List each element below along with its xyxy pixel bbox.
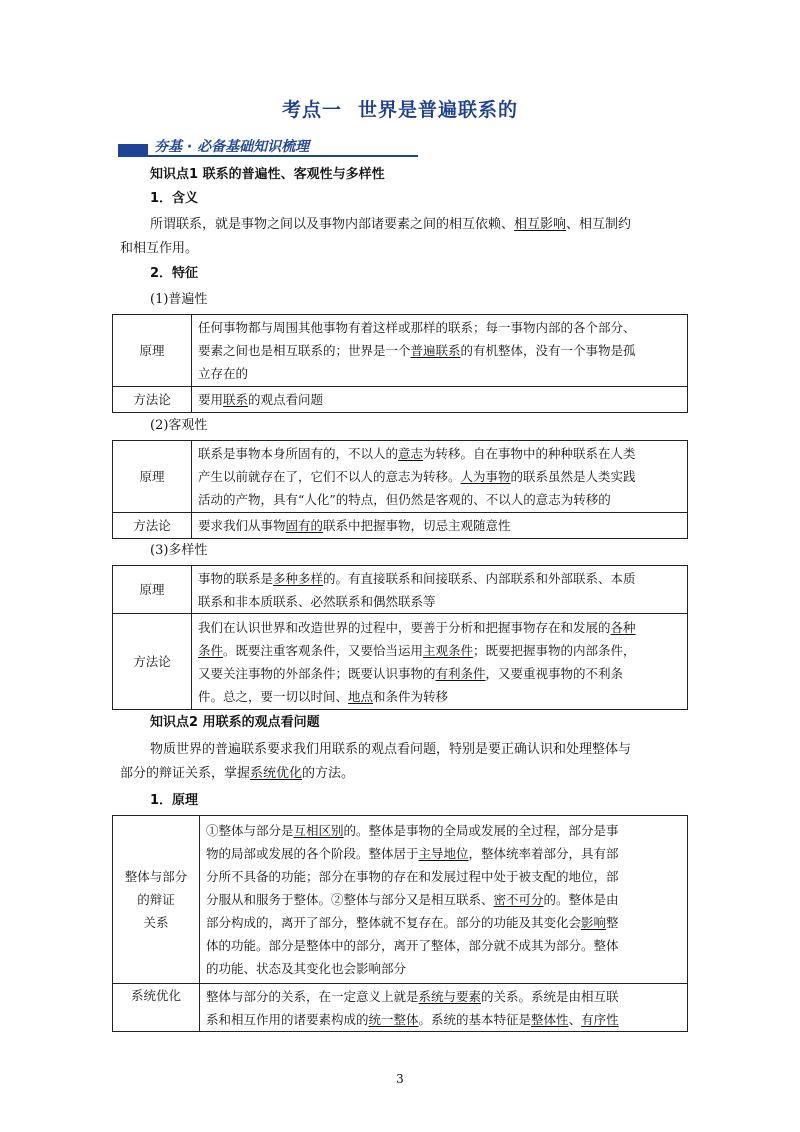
principle-value (192, 441, 688, 513)
underlined-term: 有序性 (581, 1011, 619, 1027)
text: 分所不具备的功能；部分在事物的存在和发展过程中处于被支配的地位，部 (206, 869, 619, 884)
text: 系和相互作用的诸要素构成的 (206, 1011, 369, 1027)
text: 、 (568, 1011, 582, 1027)
principle-table (112, 815, 688, 1032)
kp2-principle-heading: 1．原理 (150, 793, 199, 808)
table-row (113, 315, 688, 387)
underlined-term: 主导地位 (418, 846, 469, 861)
text-line (198, 442, 681, 465)
text: 的关系。系统是由相互联 (481, 988, 619, 1004)
whole-part-value (200, 816, 688, 984)
underlined-term: 系统与要素 (418, 988, 482, 1004)
principle-key: 原理 (113, 315, 192, 387)
text: 的辩证 (137, 892, 175, 907)
features-heading: 2．特征 (150, 266, 199, 281)
method-value (192, 513, 688, 539)
principle-value (192, 566, 688, 614)
banner-underline (118, 155, 418, 157)
underlined-term: 系统优化 (250, 766, 303, 781)
text: 要素之间也是相互联系的；世界是一个 (198, 343, 411, 358)
table-row (113, 441, 688, 513)
underlined-term: 整体性 (531, 1011, 569, 1027)
text: ①整体与部分是 (206, 823, 294, 838)
system-value (200, 984, 688, 1032)
text: 部分的辩证关系，掌握 (120, 766, 251, 781)
text: 的观点看问题 (248, 392, 324, 407)
diverse-table (112, 565, 688, 710)
text: 的。有直接联系和间接联系、内部联系和外部联系、本质 (323, 570, 636, 586)
underlined-term: 多种多样 (273, 570, 324, 586)
text: 物的局部或发展的各个阶段。整体居于 (206, 846, 419, 861)
text: 。既要注重客观条件，又要恰当运用 (223, 642, 424, 658)
table-row (113, 566, 688, 614)
banner-text: 夯基 · 必备基础知识梳理 (154, 139, 310, 155)
meaning-text-line2: 和相互作用。 (120, 241, 199, 256)
text: 整体与部分的关系，在一定意义上就是 (206, 988, 419, 1004)
text-line (198, 639, 681, 662)
method-value (192, 614, 688, 710)
text: 要求我们从事物 (198, 518, 286, 533)
text: 联系和非本质联系、必然联系和偶然联系等 (198, 593, 436, 609)
text: 产生以前就存在了，它们不以人的意志为转移。 (198, 469, 461, 484)
underlined-term: 固有的 (285, 518, 324, 533)
text: 的功能、状态及其变化也会影响部分 (206, 961, 407, 976)
banner-bar (118, 144, 148, 155)
text: ，整体统率着部分，具有部 (468, 846, 619, 861)
text-line (198, 567, 681, 590)
principle-key: 原理 (113, 566, 192, 614)
text: 分服从和服务于整体。②整体与部分又是相互联系、 (206, 892, 494, 907)
meaning-text-line1 (150, 213, 631, 237)
table-row (113, 816, 688, 984)
text: ，又要重视事物的不利条 (485, 665, 624, 681)
text: 关系 (143, 915, 169, 930)
page-title (0, 95, 800, 122)
underlined-term: 相互影响 (514, 217, 567, 232)
underlined-term: 密不可分 (493, 892, 544, 907)
text: 事物的联系是 (198, 570, 274, 586)
underlined-term: 联系 (223, 392, 249, 407)
universal-label: (1)普遍性 (150, 292, 208, 307)
text-line (198, 465, 681, 488)
underlined-term: 主观条件 (423, 642, 474, 658)
text-line (206, 1008, 681, 1031)
text-line (206, 888, 681, 911)
text: 和条件为转移 (373, 688, 449, 704)
text-line (198, 685, 681, 708)
meaning-heading: 1．含义 (150, 191, 199, 206)
kp2-intro-line2 (120, 762, 354, 786)
text: 。系统的基本特征是 (418, 1011, 532, 1027)
table-row (113, 387, 688, 413)
universal-table (112, 314, 688, 413)
text: 联系中把握事物，切忌主观随意性 (323, 518, 511, 533)
text: 的联系虽然是人类实践 (510, 469, 636, 484)
text: 联系是事物本身所固有的，不以人的 (198, 446, 399, 461)
principle-key: 原理 (113, 441, 192, 513)
underlined-term: 互相区别 (293, 823, 344, 838)
underlined-term: 地点 (348, 688, 374, 704)
text: 又要关注事物的外部条件；既要认识事物的 (198, 665, 436, 681)
text: 件。总之，要一切以时间、 (198, 688, 349, 704)
underlined-term: 各种 (610, 619, 636, 635)
underlined-term: 影响 (581, 915, 607, 930)
table-row (113, 984, 688, 1032)
underlined-term: 意志 (398, 446, 424, 461)
objective-table (112, 440, 688, 539)
text: 为转移。自在事物中的种种联系在人类 (423, 446, 636, 461)
objective-label: (2)客观性 (150, 418, 208, 433)
text: 活动的产物，具有“人化”的特点，但仍然是客观的、不以人的意志为转移的 (198, 492, 611, 507)
text-line (206, 819, 681, 842)
text: 任何事物都与周围其他事物有着这样或那样的联系；每一事物内部的各个部分、 (198, 320, 636, 335)
underlined-term: 条件 (198, 642, 224, 658)
title-part2: 世界是普遍联系的 (358, 99, 519, 121)
title-part1: 考点一 (281, 99, 342, 121)
text: 整 (606, 915, 619, 930)
text: 要用 (198, 392, 224, 407)
table-row (113, 513, 688, 539)
diverse-label: (3)多样性 (150, 543, 208, 558)
method-value (192, 387, 688, 413)
text: ；既要把握事物的内部条件， (473, 642, 636, 658)
text: 的有机整体，没有一个事物是孤 (460, 343, 636, 358)
table-row (113, 614, 688, 710)
text: 、相互制约 (566, 217, 632, 232)
underlined-term: 普遍联系 (410, 343, 461, 358)
underlined-term: 有利条件 (435, 665, 486, 681)
principle-value (192, 315, 688, 387)
text: 整体与部分 (124, 869, 188, 884)
text-line (198, 339, 681, 362)
text: 的。整体是由 (543, 892, 619, 907)
text-line (206, 911, 681, 934)
kp2-heading: 知识点2 用联系的观点看问题 (150, 715, 320, 730)
system-key: 系统优化 (113, 984, 200, 1032)
text: 立存在的 (198, 366, 249, 381)
method-key: 方法论 (113, 614, 192, 710)
text: 的。整体是事物的全局或发展的全过程，部分是事 (343, 823, 619, 838)
text: 所谓联系，就是事物之间以及事物内部诸要素之间的相互依赖、 (150, 217, 515, 232)
text-line (198, 616, 681, 639)
text: 体的功能。部分是整体中的部分，离开了整体，部分就不成其为部分。整体 (206, 938, 619, 953)
underlined-term: 人为事物 (460, 469, 511, 484)
text-line (206, 985, 681, 1008)
kp1-heading: 知识点1 联系的普遍性、客观性与多样性 (150, 167, 385, 182)
text-line (198, 662, 681, 685)
kp2-intro-line1: 物质世界的普遍联系要求我们用联系的观点看问题，特别是要正确认识和处理整体与 (150, 742, 632, 757)
method-key: 方法论 (113, 387, 192, 413)
text: 我们在认识世界和改造世界的过程中，要善于分析和把握事物存在和发展的 (198, 619, 611, 635)
text: 的方法。 (302, 766, 355, 781)
page-number: 3 (396, 1072, 404, 1086)
whole-part-key (113, 816, 200, 984)
method-key: 方法论 (113, 513, 192, 539)
underlined-term: 统一整体 (368, 1011, 419, 1027)
text-line (206, 842, 681, 865)
section-banner (118, 136, 418, 158)
text: 部分构成的，离开了部分，整体就不复存在。部分的功能及其变化会 (206, 915, 582, 930)
